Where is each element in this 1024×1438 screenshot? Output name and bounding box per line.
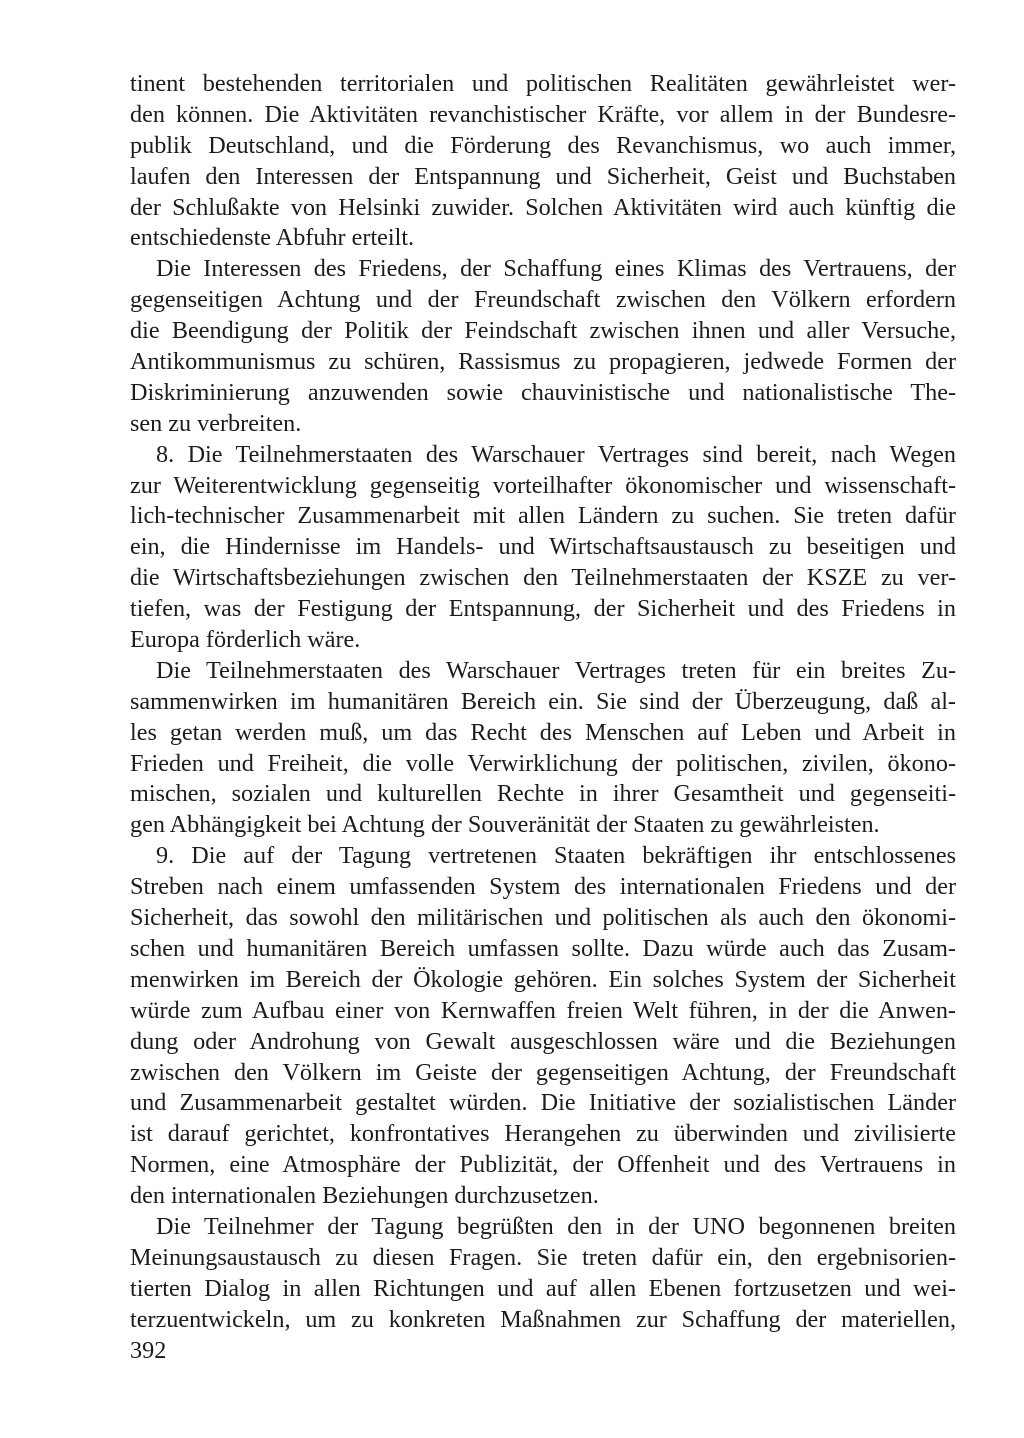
text-line: Europa förderlich wäre. xyxy=(130,626,361,654)
text-line: tinent bestehenden territorialen und politischen Realitäten gewährleistet wer- xyxy=(130,70,956,97)
text-line: 8. Die Teilnehmerstaaten des Warschauer Vertrages sind bereit, nach Wegen xyxy=(156,440,956,468)
text-line: Streben nach einem umfassenden System des internationalen Friedens und der xyxy=(130,873,956,901)
paragraph xyxy=(130,841,956,1212)
text-line: Normen, eine Atmosphäre der Publizität, der Offenheit und des Vertrauens in xyxy=(130,1151,956,1179)
text-line: les getan werden muß, um das Recht des Menschen auf Leben und Arbeit in xyxy=(130,718,956,746)
text-line: den internationalen Beziehungen durchzusetzen. xyxy=(130,1182,599,1210)
text-line: entschiedenste Abfuhr erteilt. xyxy=(130,224,415,252)
paragraph xyxy=(130,1212,956,1336)
text-line: menwirken im Bereich der Ökologie gehören. Ein solches System der Sicherheit xyxy=(130,965,956,993)
text-line: laufen den Interessen der Entspannung und Sicherheit, Geist und Buchstaben xyxy=(130,162,956,190)
paragraph xyxy=(130,254,956,439)
text-line: gegenseitigen Achtung und der Freundschaft zwischen den Völkern erfordern xyxy=(130,286,956,314)
text-line: zur Weiterentwicklung gegenseitig vorteilhafter ökonomischer und wissenschaft- xyxy=(130,471,956,499)
text-line: die Wirtschaftsbeziehungen zwischen den Teilnehmerstaaten der KSZE zu ver- xyxy=(130,564,956,592)
text-line: dung oder Androhung von Gewalt ausgeschlossen wäre und die Beziehungen xyxy=(130,1027,956,1055)
text-line: Antikommunismus zu schüren, Rassismus zu propagieren, jedwede Formen der xyxy=(130,348,956,376)
text-line: Diskriminierung anzuwenden sowie chauvinistische und nationalistische The- xyxy=(130,378,956,406)
text-line: terzuentwickeln, um zu konkreten Maßnahmen zur Schaffung der materiellen, xyxy=(130,1305,956,1333)
text-line: ist darauf gerichtet, konfrontatives Herangehen zu überwinden und zivilisierte xyxy=(130,1120,956,1148)
text-line: Meinungsaustausch zu diesen Fragen. Sie treten dafür ein, den ergebnisorien- xyxy=(130,1243,956,1271)
text-line: und Zusammenarbeit gestaltet würden. Die Initiative der sozialistischen Länder xyxy=(130,1089,956,1117)
text-line: mischen, sozialen und kulturellen Rechte in ihrer Gesamtheit und gegenseiti- xyxy=(130,780,956,808)
text-line: lich-technischer Zusammenarbeit mit allen Ländern zu suchen. Sie treten dafür xyxy=(130,502,956,530)
paragraph xyxy=(130,656,956,841)
body-text xyxy=(130,69,956,1336)
text-line: sammenwirken im humanitären Bereich ein. Sie sind der Überzeugung, daß al- xyxy=(130,687,956,715)
paragraph xyxy=(130,69,956,254)
text-line: gen Abhängigkeit bei Achtung der Souveränität der Staaten zu gewährleisten. xyxy=(130,811,880,839)
text-line: Die Teilnehmer der Tagung begrüßten den in der UNO begonnenen breiten xyxy=(156,1212,956,1240)
text-line: tierten Dialog in allen Richtungen und auf allen Ebenen fortzusetzen und wei- xyxy=(130,1274,956,1302)
text-line: würde zum Aufbau einer von Kernwaffen freien Welt führen, in der die Anwen- xyxy=(130,996,956,1024)
text-line: tiefen, was der Festigung der Entspannung, der Sicherheit und des Friedens in xyxy=(130,595,956,623)
text-line: publik Deutschland, und die Förderung des Revanchismus, wo auch immer, xyxy=(130,131,956,159)
text-line: ein, die Hindernisse im Handels- und Wirtschaftsaustausch zu beseitigen und xyxy=(130,533,956,561)
page-number: 392 xyxy=(130,1337,167,1364)
text-line: zwischen den Völkern im Geiste der gegenseitigen Achtung, der Freundschaft xyxy=(130,1058,956,1086)
text-line: 9. Die auf der Tagung vertretenen Staaten bekräftigen ihr entschlossenes xyxy=(156,842,956,870)
text-line: sen zu verbreiten. xyxy=(130,409,302,437)
text-line: Die Teilnehmerstaaten des Warschauer Vertrages treten für ein breites Zu- xyxy=(156,656,956,684)
paragraph xyxy=(130,440,956,656)
text-line: Die Interessen des Friedens, der Schaffung eines Klimas des Vertrauens, der xyxy=(156,255,956,283)
text-line: den können. Die Aktivitäten revanchistischer Kräfte, vor allem in der Bundesre- xyxy=(130,100,956,128)
text-line: Sicherheit, das sowohl den militärischen und politischen als auch den ökonomi- xyxy=(130,904,956,932)
text-line: Frieden und Freiheit, die volle Verwirklichung der politischen, zivilen, ökono- xyxy=(130,749,956,777)
text-line: der Schlußakte von Helsinki zuwider. Solchen Aktivitäten wird auch künftig die xyxy=(130,193,956,221)
text-line: schen und humanitären Bereich umfassen sollte. Dazu würde auch das Zusam- xyxy=(130,934,956,962)
text-line: die Beendigung der Politik der Feindschaft zwischen ihnen und aller Versuche, xyxy=(130,317,956,345)
